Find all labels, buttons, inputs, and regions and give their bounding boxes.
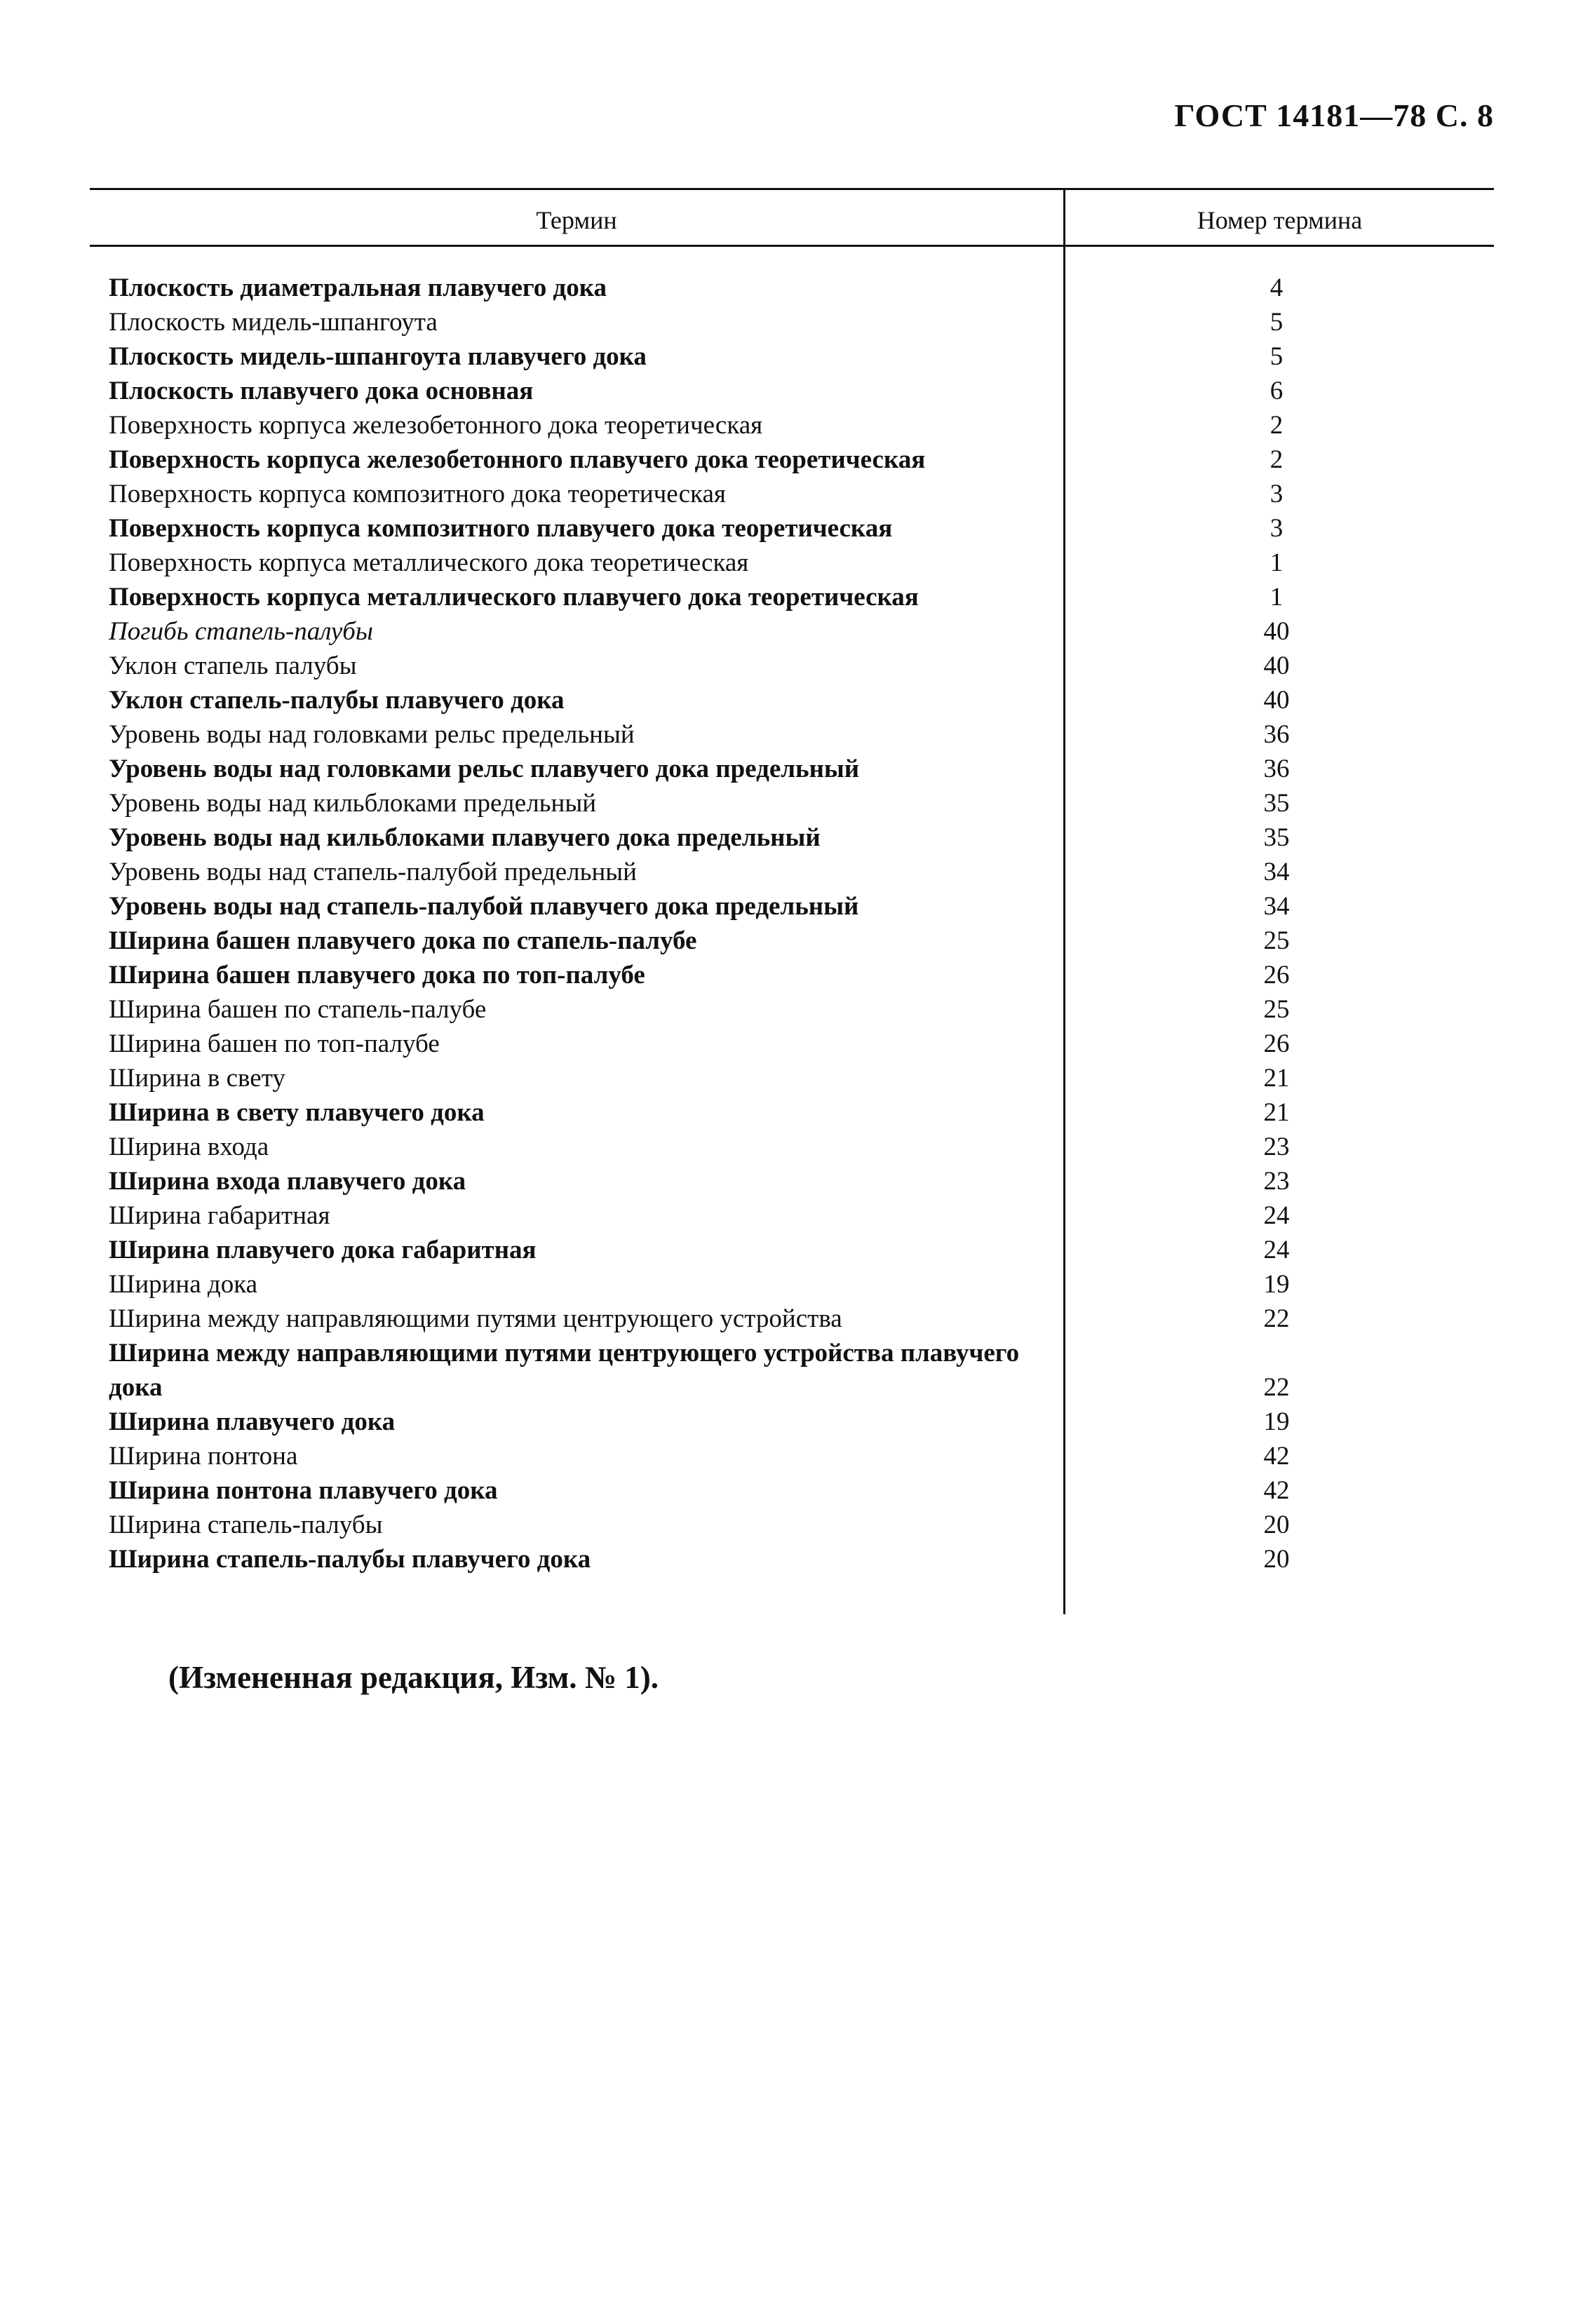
table-row [0, 374, 1583, 408]
term-cell: Ширина стапель-палубы [109, 1511, 383, 1539]
term-cell: Ширина понтона плавучего дока [109, 1476, 498, 1505]
term-number-cell: 20 [1263, 1511, 1290, 1539]
term-number-cell: 23 [1263, 1133, 1290, 1161]
term-number-cell: 42 [1263, 1442, 1290, 1471]
term-cell: Уровень воды над головками рельс предельный [109, 720, 635, 749]
term-cell: Уклон стапель-палубы плавучего дока [109, 686, 565, 715]
table-row [0, 1130, 1583, 1164]
term-number-cell: 40 [1263, 617, 1290, 646]
term-cell: Погибь стапель-палубы [109, 617, 373, 646]
table-row [0, 1095, 1583, 1130]
term-cell: Поверхность корпуса металлического дока теоретическая [109, 548, 749, 577]
table-row [0, 1473, 1583, 1508]
term-number-cell: 35 [1263, 823, 1290, 852]
term-number-cell: 1 [1269, 583, 1284, 612]
term-number-cell: 34 [1263, 858, 1290, 886]
term-number-cell: 6 [1269, 377, 1284, 405]
term-number-cell: 40 [1263, 651, 1290, 680]
term-number-cell: 26 [1263, 961, 1290, 989]
term-number-cell: 3 [1269, 514, 1284, 543]
term-cell: Уровень воды над кильблоками плавучего дока предельный [109, 823, 821, 852]
term-cell: Ширина в свету [109, 1064, 285, 1093]
term-cell: Уклон стапель палубы [109, 651, 357, 680]
term-number-cell: 26 [1263, 1029, 1290, 1058]
term-cell: Плоскость мидель-шпангоута [109, 308, 438, 337]
term-number-cell: 22 [1263, 1304, 1290, 1333]
term-cell: Плоскость мидель-шпангоута плавучего дока [109, 342, 647, 371]
table-row [0, 546, 1583, 580]
term-number-cell: 35 [1263, 789, 1290, 818]
table-row [0, 442, 1583, 477]
table-row [0, 992, 1583, 1027]
term-cell: Поверхность корпуса композитного плавучего дока теоретическая [109, 514, 893, 543]
term-cell: Ширина понтона [109, 1442, 298, 1471]
term-number-cell: 40 [1263, 686, 1290, 715]
table-row [0, 1164, 1583, 1198]
term-number-cell: 2 [1269, 445, 1284, 474]
term-number-cell: 21 [1263, 1098, 1290, 1127]
term-number-cell: 25 [1263, 995, 1290, 1024]
term-number-cell: 24 [1263, 1236, 1290, 1264]
term-cell: Ширина башен плавучего дока по топ-палубе [109, 961, 645, 989]
table-row [0, 958, 1583, 992]
term-cell: Уровень воды над кильблоками предельный [109, 789, 596, 818]
term-cell: Поверхность корпуса железобетонного плавучего дока теоретическая [109, 445, 926, 474]
table-row [0, 649, 1583, 683]
table-row [0, 511, 1583, 546]
table-row [0, 1508, 1583, 1542]
term-number-cell: 3 [1269, 480, 1284, 508]
term-number-cell: 5 [1269, 342, 1284, 371]
term-cell: Ширина плавучего дока габаритная [109, 1236, 537, 1264]
term-number-cell: 5 [1269, 308, 1284, 337]
term-cell: Ширина дока [109, 1270, 258, 1299]
table-row [0, 1027, 1583, 1061]
table-row [0, 1336, 1583, 1405]
term-cell: Ширина башен по топ-палубе [109, 1029, 440, 1058]
term-cell: Плоскость плавучего дока основная [109, 377, 534, 405]
table-row [0, 1439, 1583, 1473]
table-row [0, 1302, 1583, 1336]
term-cell: Поверхность корпуса железобетонного дока теоретическая [109, 411, 763, 440]
term-cell: Ширина стапель-палубы плавучего дока [109, 1545, 591, 1574]
term-cell: Ширина габаритная [109, 1201, 330, 1230]
term-cell: Уровень воды над стапель-палубой предельный [109, 858, 637, 886]
term-cell: Ширина плавучего дока [109, 1407, 396, 1436]
term-cell: Ширина входа [109, 1133, 269, 1161]
term-cell: Уровень воды над головками рельс плавучего дока предельный [109, 755, 860, 783]
table-row [0, 683, 1583, 717]
term-cell: Ширина входа плавучего дока [109, 1167, 466, 1196]
table-row [0, 924, 1583, 958]
term-cell: Ширина башен плавучего дока по стапель-палубе [109, 926, 697, 955]
revision-note: (Измененная редакция, Изм. № 1). [168, 1660, 659, 1695]
table-header-rule [90, 245, 1494, 247]
term-number-cell: 2 [1269, 411, 1284, 440]
table-row [0, 1405, 1583, 1439]
term-number-cell: 21 [1263, 1064, 1290, 1093]
term-cell: Ширина в свету плавучего дока [109, 1098, 485, 1127]
table-row [0, 580, 1583, 614]
term-index-table [0, 271, 1583, 1576]
table-row [0, 1233, 1583, 1267]
term-number-cell: 4 [1269, 273, 1284, 302]
term-cell: Поверхность корпуса металлического плавучего дока теоретическая [109, 583, 919, 612]
table-row [0, 855, 1583, 889]
table-row [0, 1061, 1583, 1095]
term-number-cell: 25 [1263, 926, 1290, 955]
table-row [0, 889, 1583, 924]
table-row [0, 271, 1583, 305]
table-row [0, 1542, 1583, 1576]
table-row [0, 786, 1583, 820]
table-row [0, 752, 1583, 786]
page-header: ГОСТ 14181—78 С. 8 [1174, 97, 1494, 133]
table-row [0, 820, 1583, 855]
table-row [0, 408, 1583, 442]
term-cell: Плоскость диаметральная плавучего дока [109, 273, 607, 302]
term-cell: Ширина между направляющими путями центрующего устройства плавучего дока [109, 1339, 1020, 1402]
column-header-number: Номер термина [1197, 206, 1363, 234]
table-row [0, 305, 1583, 339]
term-number-cell: 36 [1263, 755, 1290, 783]
table-row [0, 1267, 1583, 1302]
term-number-cell: 19 [1263, 1270, 1290, 1299]
term-number-cell: 22 [1263, 1373, 1290, 1402]
table-row [0, 614, 1583, 649]
term-cell: Поверхность корпуса композитного дока теоретическая [109, 480, 726, 508]
term-cell: Ширина башен по стапель-палубе [109, 995, 487, 1024]
table-row [0, 339, 1583, 374]
term-cell: Ширина между направляющими путями центрующего устройства [109, 1304, 842, 1333]
table-row [0, 717, 1583, 752]
term-number-cell: 1 [1269, 548, 1284, 577]
term-number-cell: 34 [1263, 892, 1290, 921]
term-number-cell: 42 [1263, 1476, 1290, 1505]
term-number-cell: 20 [1263, 1545, 1290, 1574]
table-row [0, 1198, 1583, 1233]
term-number-cell: 23 [1263, 1167, 1290, 1196]
table-top-rule [90, 188, 1494, 190]
term-cell: Уровень воды над стапель-палубой плавучего дока предельный [109, 892, 859, 921]
term-number-cell: 36 [1263, 720, 1290, 749]
term-number-cell: 19 [1263, 1407, 1290, 1436]
term-number-cell: 24 [1263, 1201, 1290, 1230]
column-header-term: Термин [536, 206, 617, 234]
table-row [0, 477, 1583, 511]
